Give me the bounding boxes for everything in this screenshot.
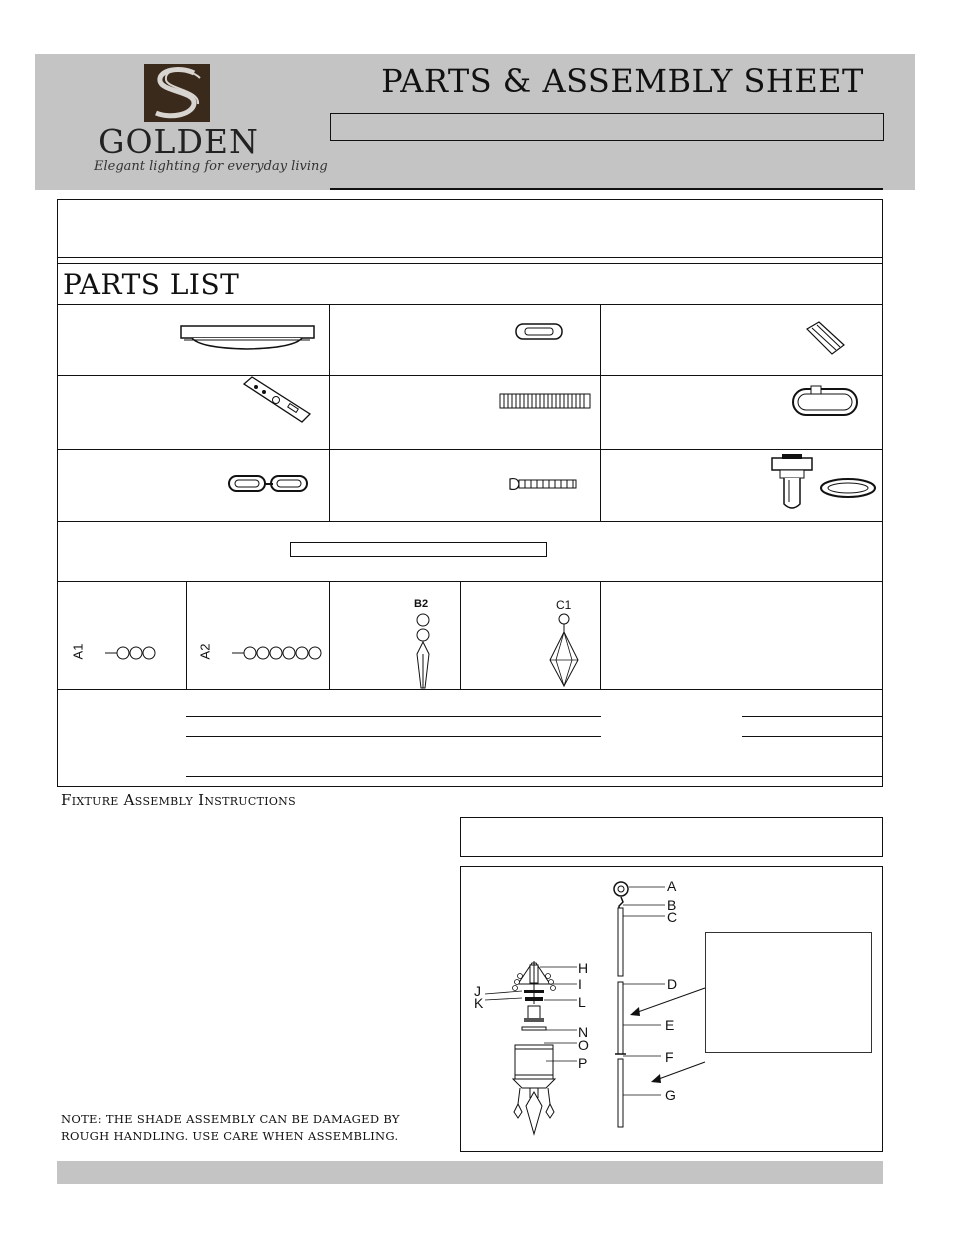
form-line	[186, 736, 601, 737]
fixture-assembly-title: Fixture Assembly Instructions	[61, 791, 296, 809]
diagram-label-b: B	[667, 897, 677, 913]
mounting-strap-icon	[240, 376, 312, 424]
coupling-nut-icon	[515, 322, 563, 342]
divider	[57, 257, 883, 258]
brand-name: GOLDEN	[98, 122, 259, 161]
diagram-label-a: A	[667, 878, 677, 894]
golden-logo-icon	[144, 64, 210, 122]
crystal-drop-b2-icon	[408, 612, 438, 690]
form-line	[186, 716, 601, 717]
crystal-note-box	[290, 542, 547, 557]
column-divider	[600, 581, 601, 689]
diagram-label-j: J	[474, 983, 481, 999]
diagram-label-e: E	[665, 1017, 675, 1033]
divider	[57, 449, 883, 450]
diagram-label-g: G	[665, 1087, 676, 1103]
form-line	[186, 776, 883, 777]
crystal-label-a2: A2	[197, 643, 213, 660]
column-divider	[186, 581, 187, 689]
brand-tagline: Elegant lighting for everyday living	[94, 159, 328, 174]
diagram-label-p: P	[578, 1055, 588, 1071]
page-title: PARTS & ASSEMBLY SHEET	[381, 62, 864, 100]
divider	[57, 263, 883, 264]
column-divider	[329, 581, 330, 689]
column-divider	[600, 304, 601, 521]
screw-icon	[509, 477, 577, 491]
diagram-label-d: D	[667, 976, 678, 992]
diagram-label-o: O	[578, 1037, 589, 1053]
diagram-label-i: I	[578, 976, 582, 992]
crystal-label-a1: A1	[70, 643, 86, 660]
ceiling-canopy-icon	[180, 324, 316, 352]
socket-and-ring-icon	[770, 454, 878, 512]
crystal-drop-c1-icon	[546, 612, 582, 688]
wire-connectors-icon	[804, 319, 846, 357]
divider	[57, 521, 883, 522]
header-underline	[330, 188, 883, 190]
form-line	[742, 716, 883, 717]
crystal-strand-a1-icon	[105, 644, 161, 662]
column-divider	[460, 581, 461, 689]
column-divider	[329, 304, 330, 521]
diagram-label-k: K	[474, 995, 484, 1011]
threaded-nipple-icon	[499, 393, 591, 409]
crystal-label-b2: B2	[414, 598, 429, 610]
diagram-label-l: L	[578, 994, 586, 1010]
form-line	[742, 736, 883, 737]
quick-link-icon	[791, 385, 859, 417]
parts-list-title: PARTS LIST	[63, 268, 240, 301]
diagram-label-c: C	[667, 909, 678, 925]
model-number-box	[330, 113, 884, 141]
diagram-label-f: F	[665, 1049, 674, 1065]
crystal-strand-a2-icon	[232, 644, 322, 662]
divider	[57, 581, 883, 582]
footer-band	[57, 1161, 883, 1184]
divider	[57, 689, 883, 690]
diagram-caption-box	[460, 817, 883, 857]
diagram-label-h: H	[578, 960, 589, 976]
diagram-label-n: N	[578, 1024, 589, 1040]
chain-icon	[228, 474, 308, 494]
crystal-label-c1: C1	[556, 598, 572, 612]
care-note: NOTE: THE SHADE ASSEMBLY CAN BE DAMAGED BY ROUGH HANDLING. USE CARE WHEN ASSEMBLING.	[61, 1112, 400, 1143]
divider	[57, 375, 883, 376]
divider	[57, 304, 883, 305]
